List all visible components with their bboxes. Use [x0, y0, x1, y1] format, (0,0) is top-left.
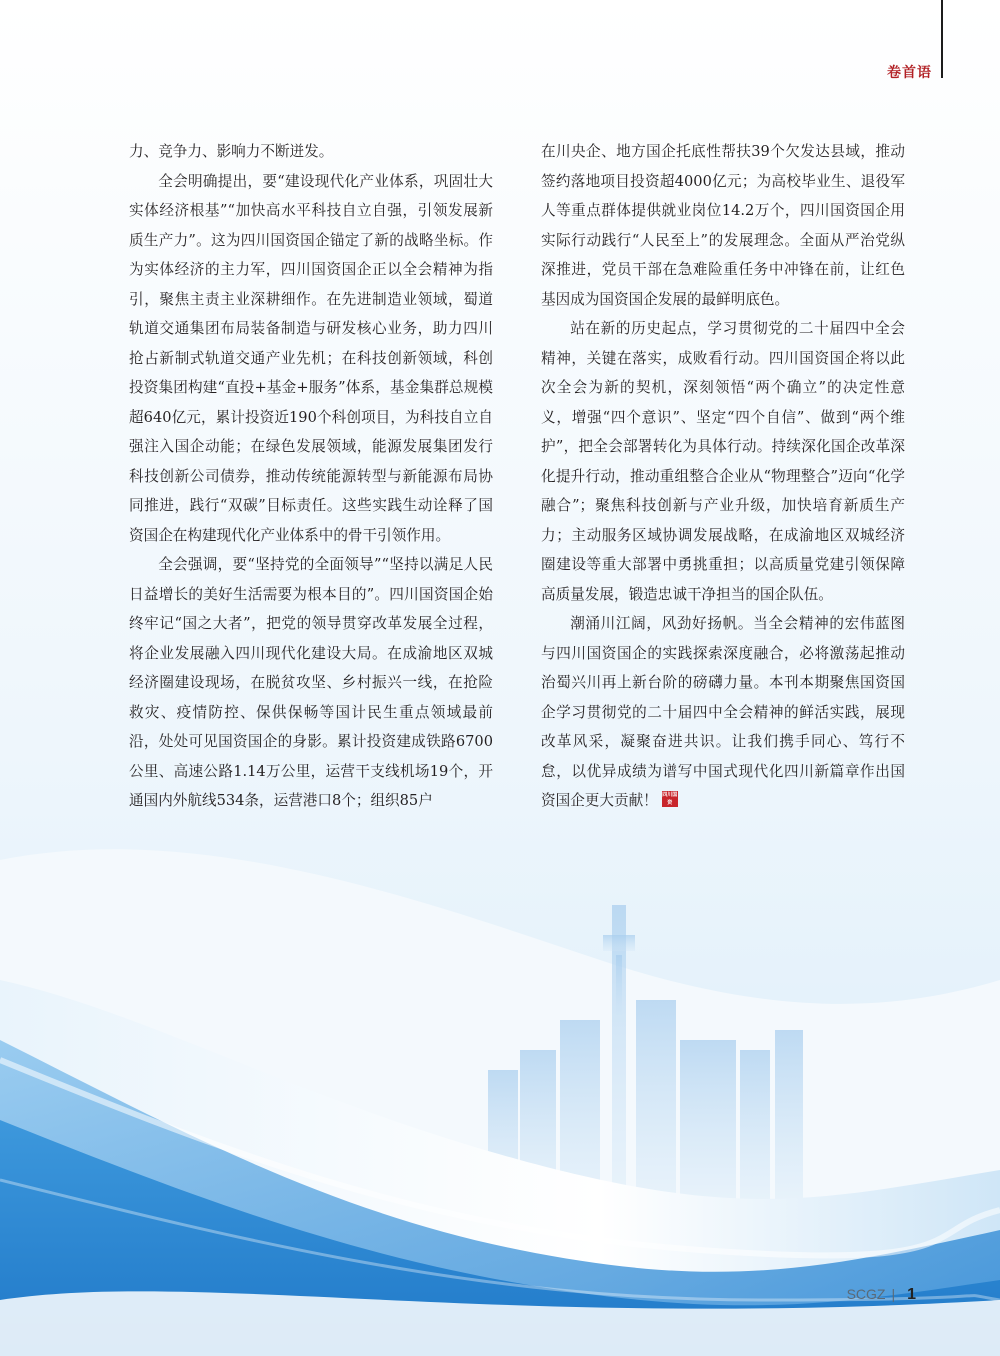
left-column: [129, 137, 493, 816]
paragraph: 全会强调，要“坚持党的全面领导”“坚持以满足人民日益增长的美好生活需要为根本目的”。四川国资国企始终牢记“国之大者”，把党的领导贯穿改革发展全过程，将企业发展融入四川现代化建设大局。在成渝地区双城经济圈建设现场，在脱贫攻坚、乡村振兴一线，在抢险救灾、疫情防控、保供保畅等国计民生重点领域最前沿，处处可见国资国企的身影。累计投资建成铁路6700公里、高速公路1.14万公里，运营干支线机场19个，开通国内外航线534条，运营港口8个；组织85户: [129, 556, 493, 809]
paragraph-text: 潮涌川江阔，风劲好扬帆。当全会精神的宏伟蓝图与四川国资国企的实践探索深度融合，必将激荡起推动治蜀兴川再上新台阶的磅礴力量。本刊本期聚焦国资国企学习贯彻党的二十届四中全会精神的鲜活实践，展现改革风采，凝聚奋进共识。让我们携手同心、笃行不怠，以优异成绩为谱写中国式现代化四川新篇章作出国资国企更大贡献！: [541, 615, 905, 809]
end-mark-logo-icon: 四川国资: [662, 792, 678, 806]
journal-name: SCGZ: [846, 1286, 886, 1302]
paragraph: 站在新的历史起点，学习贯彻党的二十届四中全会精神，关键在落实，成败看行动。四川国资国企将以此次全会为新的契机，深刻领悟“两个确立”的决定性意义，增强“四个意识”、坚定“四个自信”、做到“两个维护”，把全会部署转化为具体行动。持续深化国企改革深化提升行动，推动重组整合企业从“物理整合”迈向“化学融合”；聚焦科技创新与产业升级，加快培育新质生产力；主动服务区域协调发展战略，在成渝地区双城经济圈建设等重大部署中勇挑重担；以高质量党建引领保障高质量发展，锻造忠诚干净担当的国企队伍。: [541, 320, 905, 603]
paragraph: 力、竞争力、影响力不断迸发。: [129, 143, 334, 160]
paragraph: 在川央企、地方国企托底性帮扶39个欠发达县域，推动签约落地项目投资超4000亿元；为高校毕业生、退役军人等重点群体提供就业岗位14.2万个，四川国资国企用实际行动践行“人民至上”的发展理念。全面从严治党纵深推进，党员干部在急难险重任务中冲锋在前，让红色基因成为国资国企发展的最鲜明底色。: [541, 143, 905, 308]
top-rule: [941, 0, 943, 78]
footer-separator: |: [891, 1286, 896, 1302]
right-column: [541, 137, 905, 816]
paragraph: 全会明确提出，要“建设现代化产业体系，巩固壮大实体经济根基”“加快高水平科技自立自强，引领发展新质生产力”。这为四川国资国企锚定了新的战略坐标。作为实体经济的主力军，四川国资国企正以全会精神为指引，聚焦主责主业深耕细作。在先进制造业领域，蜀道轨道交通集团布局装备制造与研发核心业务，助力四川抢占新制式轨道交通产业先机；在科技创新领域，科创投资集团构建“直投+基金+服务”体系，基金集群总规模超640亿元，累计投资近190个科创项目，为科技自立自强注入国企动能；在绿色发展领域，能源发展集团发行科技创新公司债券，推动传统能源转型与新能源布局协同推进，践行“双碳”目标责任。这些实践生动诠释了国资国企在构建现代化产业体系中的骨干引领作用。: [129, 172, 493, 544]
section-label: 卷首语: [887, 65, 932, 81]
paragraph: [541, 609, 905, 816]
page-number: 1: [907, 1286, 916, 1303]
page-footer: [847, 1286, 916, 1304]
